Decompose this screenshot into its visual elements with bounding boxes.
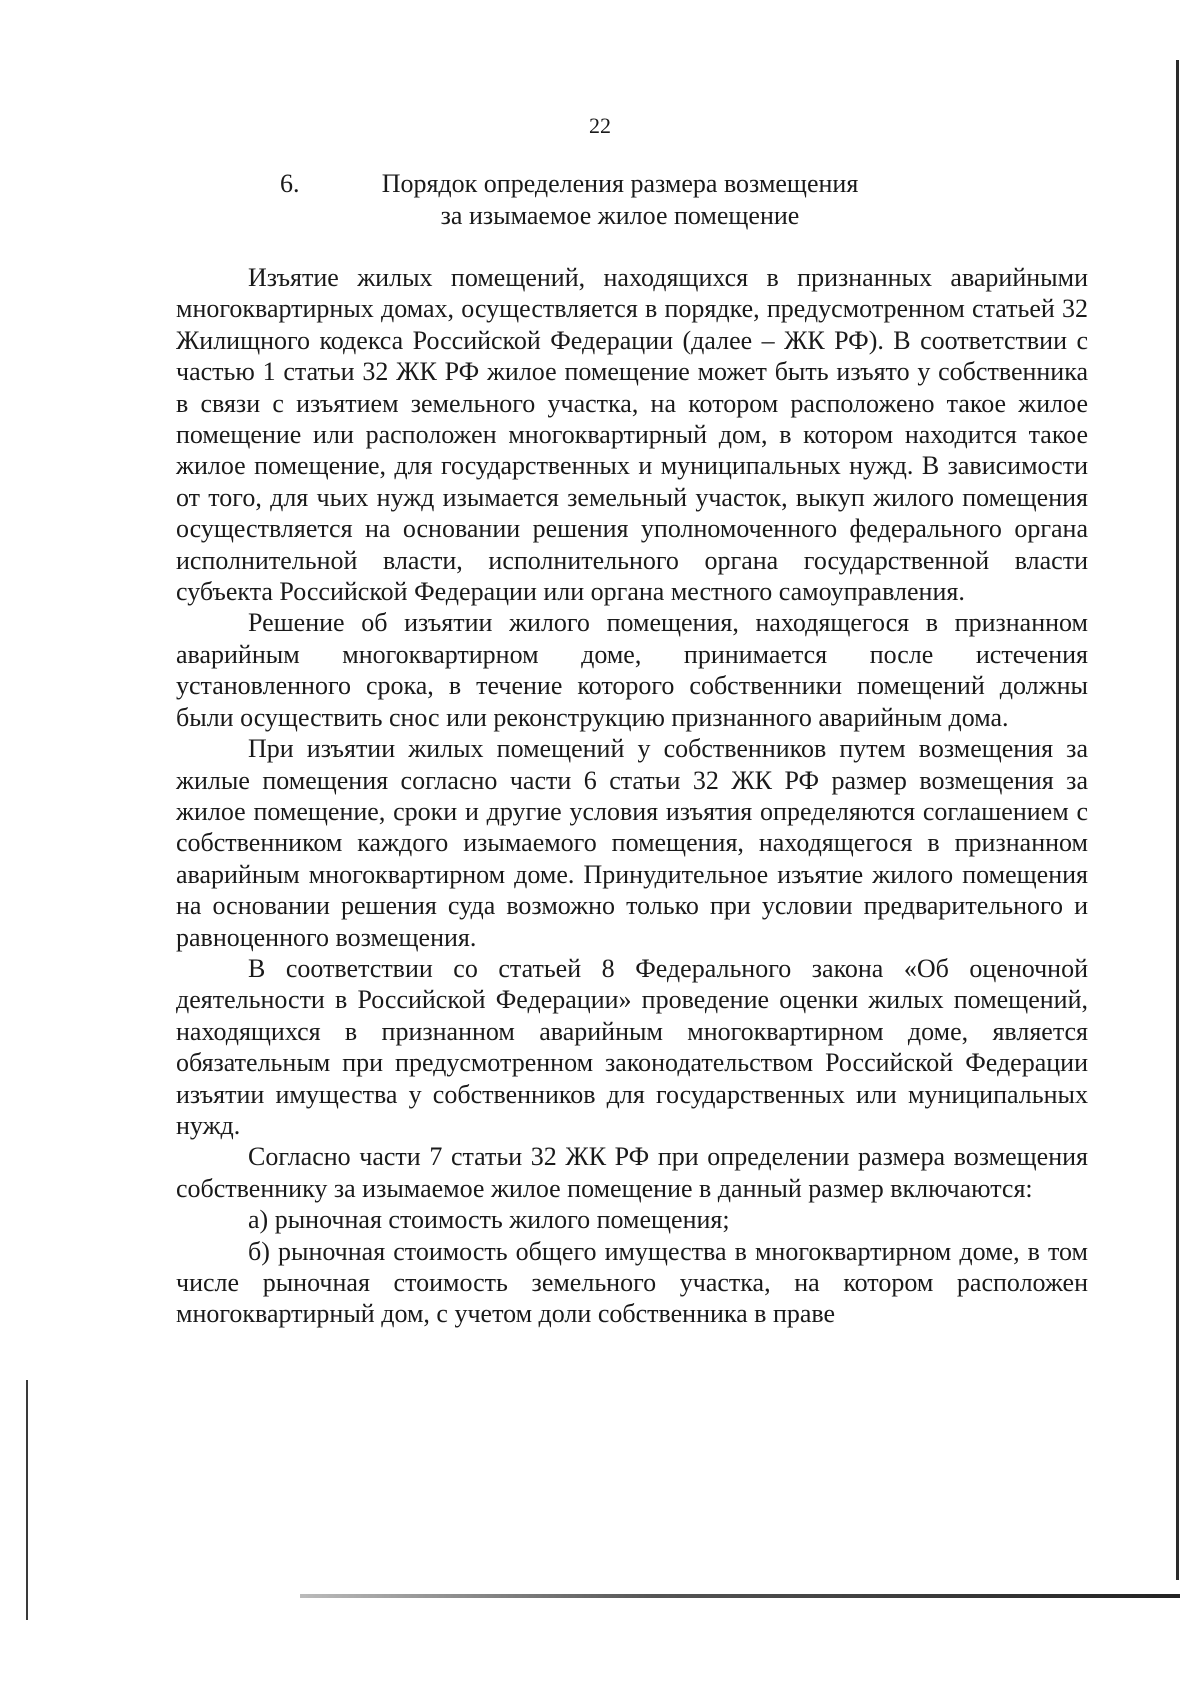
section-heading xyxy=(260,168,980,232)
scan-edge-right xyxy=(1176,60,1179,1580)
section-title-line-2: за изымаемое жилое помещение xyxy=(440,201,800,230)
paragraph-2: Решение об изъятии жилого помещения, находящегося в признанном аварийным многоквартирном доме, принимается после истечения установленного срока, в течение которого собственники помещений должны были осуществить снос или реконструкцию признанного аварийным дома. xyxy=(176,608,1088,732)
list-item-b: б) рыночная стоимость общего имущества в многоквартирном доме, в том числе рыночная стоимость земельного участка, на котором расположен многоквартирный дом, с учетом доли собственника в праве xyxy=(176,1236,1088,1329)
paragraph-3: При изъятии жилых помещений у собственников путем возмещения за жилые помещения согласно части 6 статьи 32 ЖК РФ размер возмещения за жилое помещение, сроки и другие условия изъятия определяются соглашением с собственником каждого изымаемого помещения, находящегося в признанном аварийным многоквартирном доме. Принудительное изъятие жилого помещения на основании решения суда возможно только при условии предварительного и равноценного возмещения. xyxy=(176,734,1088,952)
page-number: 22 xyxy=(589,113,611,138)
paragraph-1: Изъятие жилых помещений, находящихся в признанных аварийными многоквартирных домах, осуществляется в порядке, предусмотренном статьей 32 Жилищного кодекса Российской Федерации (далее – ЖК РФ). В соответствии с частью 1 статьи 32 ЖК РФ жилое помещение может быть изъято у собственника в связи с изъятием земельного участка, на котором расположено такое жилое помещение или расположен многоквартирный дом, в котором находится такое жилое помещение, для государственных и муниципальных нужд. В зависимости от того, для чьих нужд изымается земельный участок, выкуп жилого помещения осуществляется на основании решения уполномоченного федерального органа исполнительной власти, исполнительного органа государственной власти субъекта Российской Федерации или органа местного самоуправления. xyxy=(176,263,1088,607)
section-title-line-1: Порядок определения размера возмещения xyxy=(381,169,859,198)
list-item-a: а) рыночная стоимость жилого помещения; xyxy=(248,1205,730,1235)
paragraph-5: Согласно части 7 статьи 32 ЖК РФ при определении размера возмещения собственнику за изымаемое жилое помещение в данный размер включаются: xyxy=(176,1142,1088,1203)
paragraph-4: В соответствии со статьей 8 Федерального закона «Об оценочной деятельности в Российской Федерации» проведение оценки жилых помещений, находящихся в признанном аварийным многоквартирном доме, является обязательным при предусмотренном законодательством Российской Федерации изъятии имущества у собственников для государственных или муниципальных нужд. xyxy=(176,953,1088,1140)
body-text xyxy=(176,262,1088,1330)
scan-edge-left xyxy=(26,1380,28,1620)
section-number: 6. xyxy=(280,169,300,198)
scan-bottom-line xyxy=(300,1594,1180,1598)
